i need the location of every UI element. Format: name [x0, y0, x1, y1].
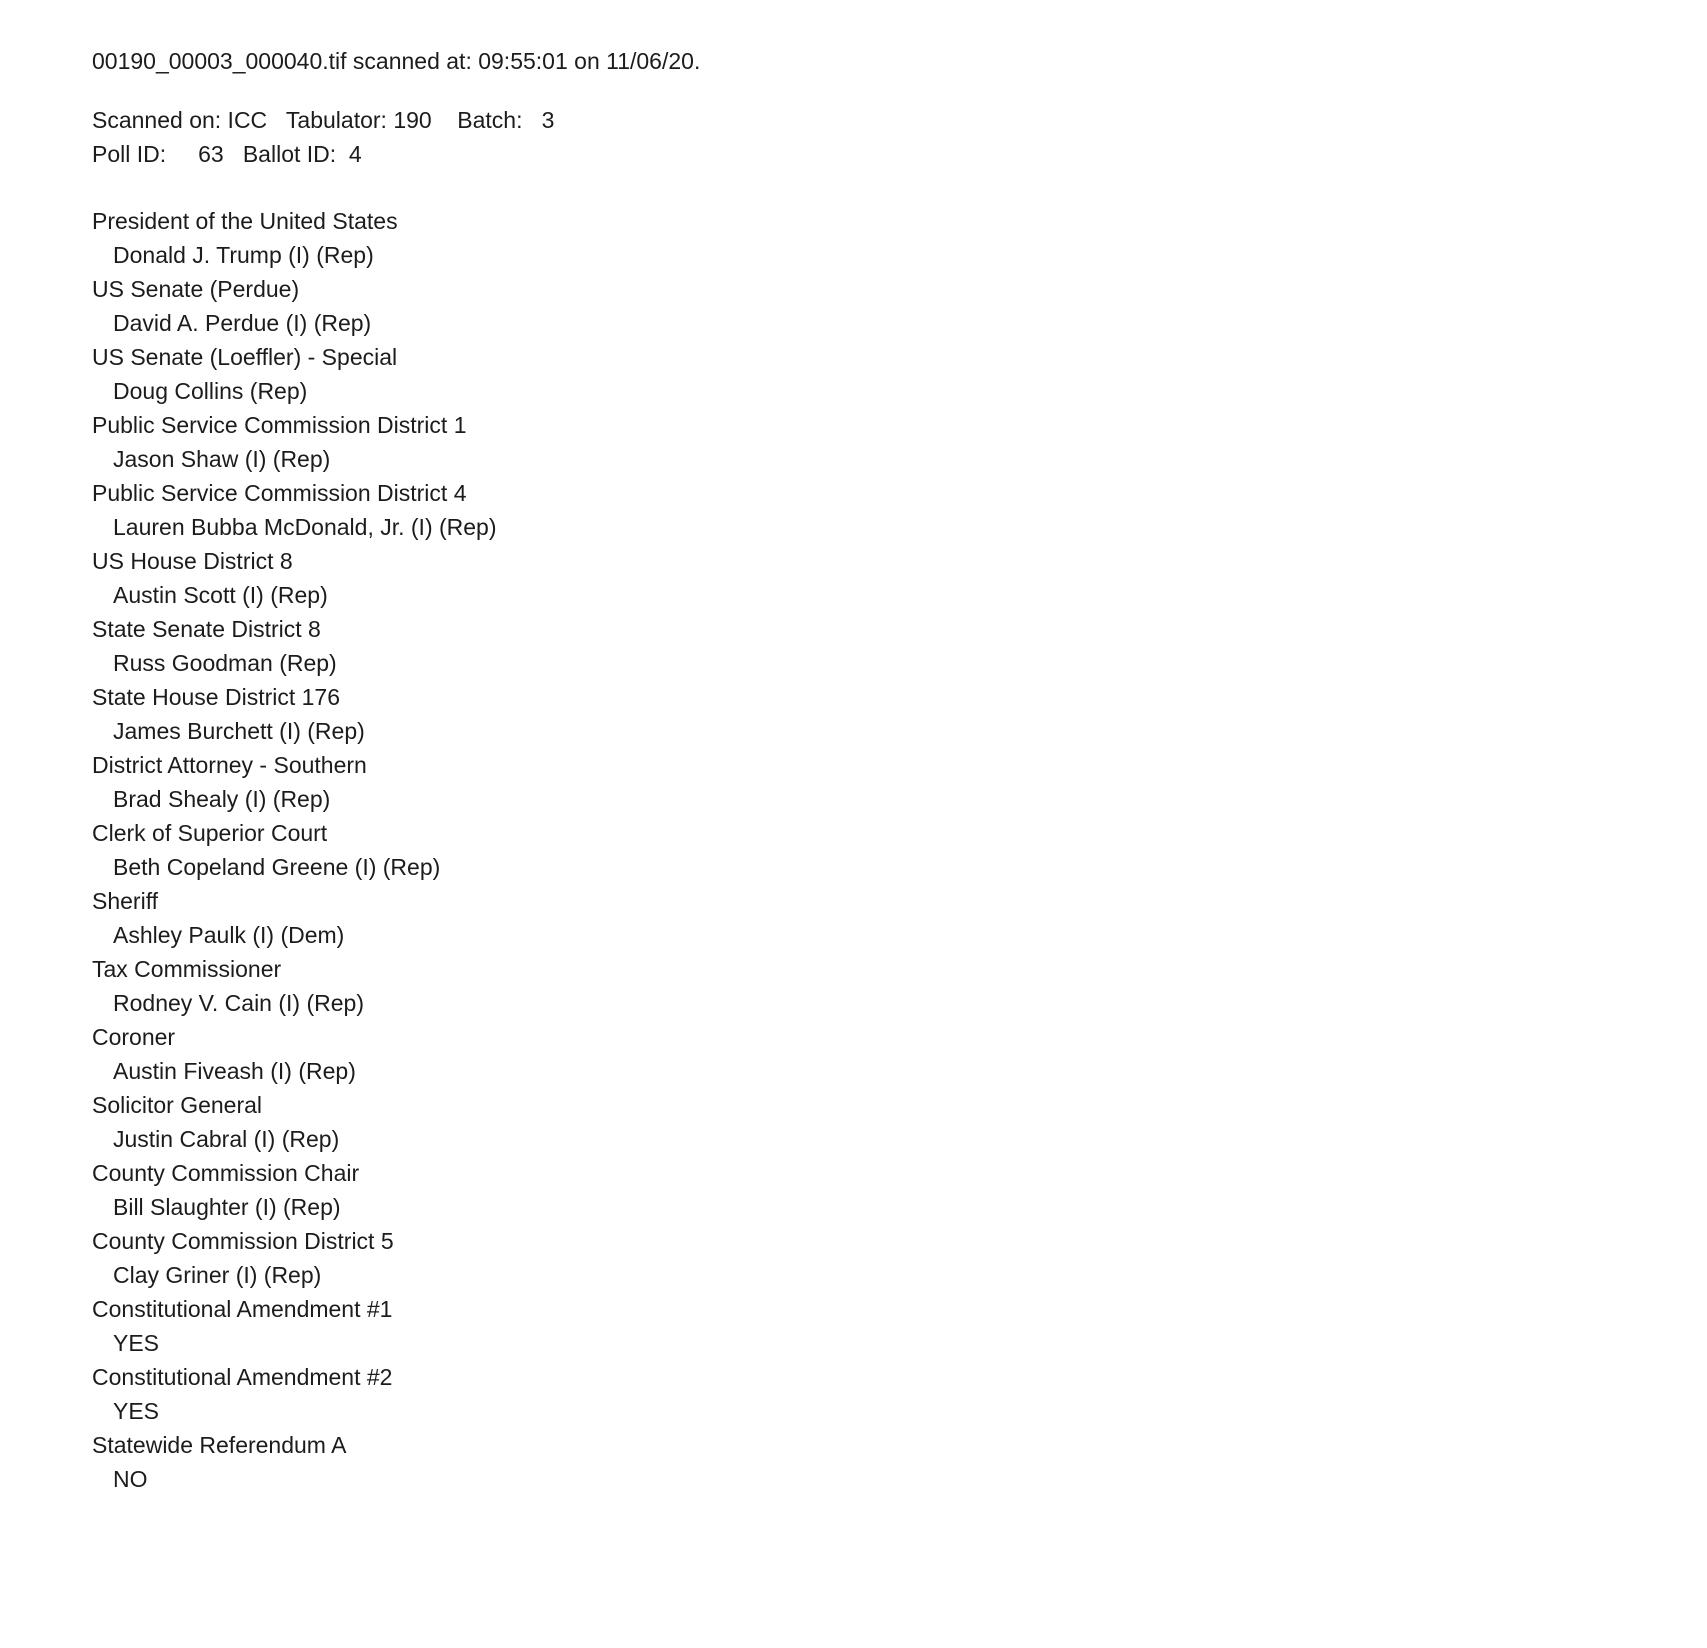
contest-item: [92, 1224, 1667, 1292]
contest-selection: Doug Collins (Rep): [113, 378, 308, 404]
contest-item: [92, 1156, 1667, 1224]
contest-title: US Senate (Perdue): [92, 276, 300, 302]
contest-item: [92, 612, 1667, 680]
contest-title: Constitutional Amendment #2: [92, 1364, 393, 1390]
contest-selection: Austin Scott (I) (Rep): [113, 582, 328, 608]
contest-item: [92, 816, 1667, 884]
contest-title: County Commission Chair: [92, 1160, 360, 1186]
contest-selection: Brad Shealy (I) (Rep): [113, 786, 331, 812]
contest-title: State Senate District 8: [92, 616, 321, 642]
contest-selection: James Burchett (I) (Rep): [113, 718, 365, 744]
contest-title: Statewide Referendum A: [92, 1432, 347, 1458]
contest-item: [92, 476, 1667, 544]
poll-ballot-id-line: Poll ID: 63 Ballot ID: 4: [92, 141, 362, 167]
contest-selection: YES: [113, 1330, 160, 1356]
contest-item: [92, 1360, 1667, 1428]
contest-selection: YES: [113, 1398, 160, 1424]
contest-list: [92, 204, 1667, 1496]
contest-selection: Ashley Paulk (I) (Dem): [113, 922, 345, 948]
contest-title: District Attorney - Southern: [92, 752, 367, 778]
contest-title: Coroner: [92, 1024, 176, 1050]
contest-item: [92, 408, 1667, 476]
contest-item: [92, 1088, 1667, 1156]
contest-selection: Justin Cabral (I) (Rep): [113, 1126, 340, 1152]
contest-selection: Lauren Bubba McDonald, Jr. (I) (Rep): [113, 514, 497, 540]
scan-info-block: [92, 103, 1667, 171]
contest-title: Solicitor General: [92, 1092, 263, 1118]
contest-title: US Senate (Loeffler) - Special: [92, 344, 398, 370]
scan-filename-line: 00190_00003_000040.tif scanned at: 09:55:01 on 11/06/20.: [92, 48, 701, 74]
scanner-tabulator-batch-line: Scanned on: ICC Tabulator: 190 Batch: 3: [92, 107, 555, 133]
contest-title: State House District 176: [92, 684, 341, 710]
contest-item: [92, 544, 1667, 612]
contest-item: [92, 1428, 1667, 1496]
contest-selection: Clay Griner (I) (Rep): [113, 1262, 322, 1288]
contest-selection: Donald J. Trump (I) (Rep): [113, 242, 374, 268]
contest-selection: David A. Perdue (I) (Rep): [113, 310, 372, 336]
contest-title: Constitutional Amendment #1: [92, 1296, 393, 1322]
contest-item: [92, 748, 1667, 816]
contest-selection: Jason Shaw (I) (Rep): [113, 446, 331, 472]
contest-selection: Beth Copeland Greene (I) (Rep): [113, 854, 441, 880]
contest-selection: Bill Slaughter (I) (Rep): [113, 1194, 341, 1220]
contest-item: [92, 884, 1667, 952]
contest-title: Sheriff: [92, 888, 159, 914]
contest-item: [92, 1292, 1667, 1360]
contest-item: [92, 1020, 1667, 1088]
contest-item: [92, 272, 1667, 340]
contest-item: [92, 340, 1667, 408]
contest-selection: NO: [113, 1466, 148, 1492]
contest-selection: Austin Fiveash (I) (Rep): [113, 1058, 356, 1084]
contest-item: [92, 952, 1667, 1020]
contest-title: County Commission District 5: [92, 1228, 394, 1254]
contest-item: [92, 204, 1667, 272]
contest-selection: Russ Goodman (Rep): [113, 650, 337, 676]
contest-title: Public Service Commission District 1: [92, 412, 467, 438]
contest-title: Tax Commissioner: [92, 956, 282, 982]
contest-item: [92, 680, 1667, 748]
contest-title: Clerk of Superior Court: [92, 820, 328, 846]
contest-title: US House District 8: [92, 548, 293, 574]
contest-selection: Rodney V. Cain (I) (Rep): [113, 990, 364, 1016]
contest-title: President of the United States: [92, 208, 398, 234]
contest-title: Public Service Commission District 4: [92, 480, 467, 506]
